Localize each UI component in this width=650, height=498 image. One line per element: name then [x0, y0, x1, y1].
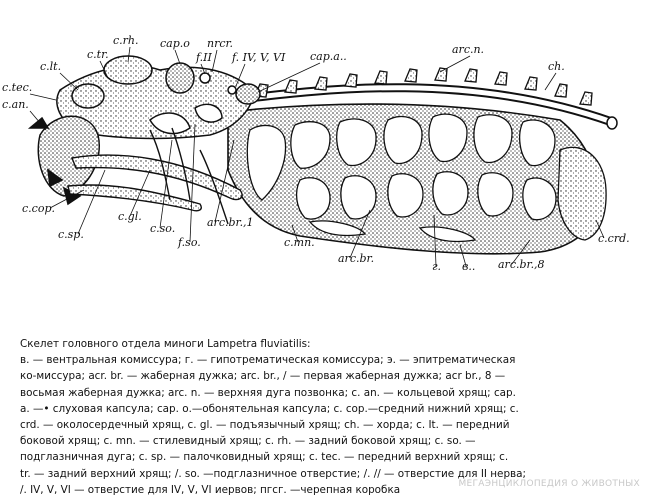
label-ctr: c.tr. — [87, 48, 109, 61]
label-clt: c.lt. — [40, 60, 62, 73]
caption-line: боковой хрящ; с. mn. — стилевидный хрящ; с. rh. — задний боковой хрящ; с. so. — — [20, 435, 476, 448]
label-cgl: c.gl. — [118, 210, 142, 223]
label-arcn: arc.n. — [452, 43, 485, 56]
label-arcbr1: arc.br.,1 — [207, 216, 254, 229]
caption-line: а. —• слуховая капсула; cap. о.—обонятельная капсула; с. cop.—средний нижний хрящ; с. — [20, 402, 519, 415]
label-can: c.an. — [2, 98, 29, 111]
figure-caption — [20, 336, 634, 498]
caption-line: ко-миссура; acr. br. — жаберная дужка; arc. br., / — первая жаберная дужка; acr br., 8 — — [20, 370, 506, 383]
label-ccrd: c.crd. — [598, 232, 630, 245]
caption-line: tr. — задний верхний хрящ; /. so. —подглазничное отверстие; /. // — отверстие для II нерва; — [20, 467, 527, 480]
label-cso: c.so. — [150, 222, 176, 235]
branchial-basket — [228, 104, 598, 254]
label-fso: f.so. — [178, 236, 201, 249]
label-arcbr: arc.br. — [338, 252, 375, 265]
label-crh: c.rh. — [113, 34, 139, 47]
caption-line: crd. — околосердечный хрящ, с. gl. — подъязычный хрящ; ch. — хорда; с. It. — передний — [20, 419, 510, 432]
label-v: в.. — [462, 260, 476, 273]
label-fII: f.II — [196, 51, 212, 64]
caption-line: /. IV, V, VI — отверстие для IV, V, VI иервов; пгсг. —черепная коробка — [20, 483, 401, 496]
label-ch: ch. — [548, 60, 565, 73]
caption-line: подглазничная дуга; с. sp. — палочковидный хрящ; с. tec. — передний верхний хрящ; с. — [20, 451, 509, 464]
label-ccop: c.cop. — [22, 202, 55, 215]
label-ctec: c.tec. — [2, 81, 33, 94]
label-csp: c.sp. — [58, 228, 84, 241]
label-nrcr: nrcr. — [207, 37, 234, 50]
label-fIV: f. IV, V, VI — [232, 51, 286, 64]
label-cmn: c.mn. — [284, 236, 315, 249]
label-arcbr8: arc.br.,8 — [498, 258, 545, 271]
label-capo: cap.o — [160, 37, 190, 50]
label-capa: cap.a.. — [310, 50, 347, 63]
caption-line: в. — вентральная комиссура; г. — гипотрематическая комиссура; э. — эпитрематическая — [20, 354, 516, 367]
caption-title: Скелет головного отдела миноги Lampetra fluviatilis: — [20, 338, 311, 350]
caption-line: восьмая жаберная дужка; arc. n. — верхняя дуга позвонка; с. an. — кольцевой хрящ; cap. — [20, 386, 516, 399]
watermark: МЕГАЭНЦИКЛОПЕДИЯ О ЖИВОТНЫХ — [458, 479, 640, 489]
label-g: г. — [432, 260, 442, 273]
